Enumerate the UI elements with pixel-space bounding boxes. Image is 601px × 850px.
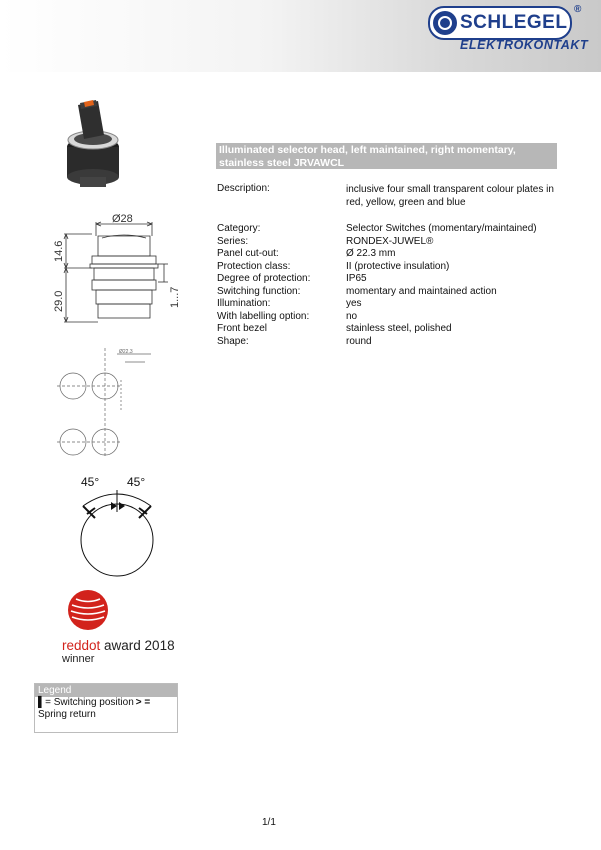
- description-value: inclusive four small transparent colour plates in red, yellow, green and blue: [346, 184, 554, 208]
- spec-value: yes: [346, 298, 362, 309]
- switching-angle-diagram: [65, 470, 177, 588]
- height-total-label: 29.0: [53, 290, 65, 312]
- page-header: [0, 0, 601, 72]
- logo-brand-name: SCHLEGEL: [460, 12, 568, 33]
- award-title: [62, 638, 175, 653]
- cutout-diameter-label: Ø22.3: [119, 349, 133, 355]
- spec-label: Series:: [217, 235, 249, 247]
- maintained-arrow-icon: [111, 502, 117, 510]
- legend-title: Legend: [35, 684, 177, 697]
- award-year-text: award 2018: [100, 638, 175, 653]
- award-winner-text: winner: [62, 653, 95, 665]
- logo-emblem-icon: [433, 11, 457, 35]
- spec-value: IP65: [346, 273, 367, 284]
- spec-value: momentary and maintained action: [346, 285, 497, 297]
- product-photo: [60, 95, 130, 190]
- dimension-drawing: [52, 212, 182, 330]
- legend-row-spring-return: Spring return: [38, 709, 96, 720]
- logo-subtitle: ELEKTROKONTAKT: [460, 38, 589, 52]
- spec-label: Shape:: [217, 335, 249, 347]
- spec-label: Degree of protection:: [217, 273, 311, 284]
- product-title-line2: stainless steel JRVAWCL: [219, 156, 345, 169]
- spec-label: Front bezel: [217, 323, 268, 334]
- cutout-drawing: [55, 340, 175, 460]
- legend-switching-text: = Switching position: [45, 697, 134, 708]
- spec-value: round: [346, 335, 372, 347]
- page-number: 1/1: [262, 817, 276, 828]
- spec-label: With labelling option:: [217, 310, 310, 322]
- legend-box: [34, 683, 178, 733]
- product-title-line1: Illuminated selector head, left maintained, right momentary,: [219, 144, 516, 156]
- diameter-label: Ø28: [112, 213, 133, 225]
- description-label: Description:: [217, 183, 270, 194]
- angle-left-label: 45°: [81, 475, 100, 489]
- legend-row-switching-position: [35, 697, 177, 709]
- panel-thickness-label: 1...7: [169, 286, 181, 308]
- spec-label: Protection class:: [217, 260, 291, 272]
- angle-right-label: 45°: [127, 475, 146, 489]
- legend-arrow-icon: > =: [135, 697, 151, 708]
- logo-frame: [428, 6, 572, 40]
- spec-value: no: [346, 310, 358, 322]
- spec-label: Category:: [217, 223, 261, 234]
- schlegel-logo: [428, 6, 596, 58]
- switching-position-icon: ▌: [38, 697, 46, 708]
- registered-mark: ®: [574, 4, 582, 15]
- spec-label: Illumination:: [217, 298, 271, 309]
- spec-value: Ø 22.3 mm: [346, 248, 396, 259]
- height-top-label: 14.6: [53, 240, 65, 262]
- spec-label: Panel cut-out:: [217, 248, 279, 259]
- momentary-arrow-icon: [119, 502, 125, 510]
- award-reddot-word: reddot: [62, 638, 101, 653]
- spec-value: II (protective insulation): [346, 260, 450, 272]
- spec-label: Switching function:: [217, 285, 301, 297]
- spec-value: stainless steel, polished: [346, 323, 452, 334]
- spec-value: Selector Switches (momentary/maintained): [346, 223, 537, 234]
- spec-value: RONDEX-JUWEL®: [346, 235, 434, 247]
- product-title-bar: [216, 143, 557, 169]
